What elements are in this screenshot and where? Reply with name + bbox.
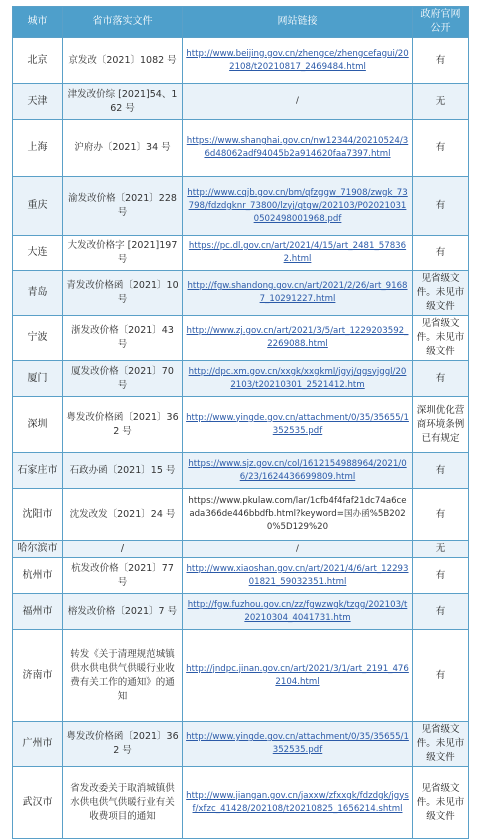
- city-cell: 福州市: [13, 594, 63, 630]
- city-cell: 杭州市: [13, 558, 63, 594]
- link-cell[interactable]: http://dpc.xm.gov.cn/xxgk/xxgkml/jgyj/qgsyjggl/202103/t20210301_2521412.htm: [183, 361, 413, 397]
- link-cell[interactable]: http://www.zj.gov.cn/art/2021/3/5/art_1229203592_2269088.html: [183, 316, 413, 361]
- document-cell: 省发改委关于取消城镇供水供电供气供暖行业有关收费项目的通知: [63, 767, 183, 839]
- city-cell: 上海: [13, 120, 63, 177]
- document-cell: 粤发改价格函〔2021〕362 号: [63, 722, 183, 767]
- policy-table: [12, 6, 469, 839]
- city-cell: 沈阳市: [13, 489, 63, 541]
- city-cell: 石家庄市: [13, 453, 63, 489]
- table-row: [13, 38, 469, 84]
- public-cell: 见省级文件。未见市级文件: [413, 316, 469, 361]
- city-cell: 武汉市: [13, 767, 63, 839]
- header-city: 城市: [13, 7, 63, 38]
- header-document: 省市落实文件: [63, 7, 183, 38]
- public-cell: 无: [413, 541, 469, 558]
- document-cell: 榕发改价格〔2021〕7 号: [63, 594, 183, 630]
- document-cell: 粤发改价格函〔2021〕362 号: [63, 397, 183, 453]
- table-row: [13, 397, 469, 453]
- public-cell: 见省级文件。未见市级文件: [413, 767, 469, 839]
- public-cell: 有: [413, 489, 469, 541]
- link-cell: /: [183, 84, 413, 120]
- table-row: [13, 316, 469, 361]
- document-cell: 石政办函〔2021〕15 号: [63, 453, 183, 489]
- document-cell: 渝发改价格〔2021〕228 号: [63, 177, 183, 236]
- table-row: [13, 541, 469, 558]
- table-row: [13, 558, 469, 594]
- table-row: [13, 271, 469, 316]
- city-cell: 济南市: [13, 630, 63, 722]
- city-cell: 宁波: [13, 316, 63, 361]
- document-cell: 沈发改发〔2021〕24 号: [63, 489, 183, 541]
- link-cell[interactable]: http://fgw.shandong.gov.cn/art/2021/2/26/art_91687_10291227.html: [183, 271, 413, 316]
- link-cell: /: [183, 541, 413, 558]
- city-cell: 天津: [13, 84, 63, 120]
- link-cell[interactable]: http://www.yingde.gov.cn/attachment/0/35/35655/1352535.pdf: [183, 722, 413, 767]
- document-cell: 浙发改价格〔2021〕43 号: [63, 316, 183, 361]
- link-cell[interactable]: https://pc.dl.gov.cn/art/2021/4/15/art_2481_578362.html: [183, 236, 413, 271]
- public-cell: 有: [413, 558, 469, 594]
- document-cell: 大发改价格字 [2021]197 号: [63, 236, 183, 271]
- public-cell: 有: [413, 177, 469, 236]
- public-cell: 见省级文件。未见市级文件: [413, 271, 469, 316]
- table-row: [13, 722, 469, 767]
- public-cell: 有: [413, 453, 469, 489]
- link-cell[interactable]: https://www.sjz.gov.cn/col/1612154988964/2021/06/23/1624436699809.html: [183, 453, 413, 489]
- link-cell[interactable]: https://www.pkulaw.com/lar/1cfb4f4faf21dc74a6ceada366de446bbdfb.html?keyword=国办函%5B2020%5D129%20: [183, 489, 413, 541]
- header-row: [13, 7, 469, 38]
- document-cell: 沪府办〔2021〕34 号: [63, 120, 183, 177]
- document-cell: 厦发改价格〔2021〕70 号: [63, 361, 183, 397]
- header-public: 政府官网公开: [413, 7, 469, 38]
- city-cell: 重庆: [13, 177, 63, 236]
- document-cell: 杭发改价格〔2021〕77 号: [63, 558, 183, 594]
- city-cell: 深圳: [13, 397, 63, 453]
- table-row: [13, 120, 469, 177]
- table-row: [13, 594, 469, 630]
- table-body: [13, 38, 469, 839]
- table-row: [13, 453, 469, 489]
- link-cell[interactable]: http://www.cqjb.gov.cn/bm/qfzggw_71908/zwgk_73798/fdzdgknr_73800/lzyj/qtgw/202103/P020210310502498001968.pdf: [183, 177, 413, 236]
- public-cell: 有: [413, 630, 469, 722]
- link-cell[interactable]: http://www.xiaoshan.gov.cn/art/2021/4/6/art_1229301821_59032351.html: [183, 558, 413, 594]
- public-cell: 有: [413, 361, 469, 397]
- city-cell: 厦门: [13, 361, 63, 397]
- link-cell[interactable]: https://www.shanghai.gov.cn/nw12344/20210524/36d48062adf94045b2a914620faa7397.html: [183, 120, 413, 177]
- table-row: [13, 177, 469, 236]
- city-cell: 大连: [13, 236, 63, 271]
- public-cell: 深圳优化营商环境条例已有规定: [413, 397, 469, 453]
- document-cell: 津发改价综 [2021]54、162 号: [63, 84, 183, 120]
- document-cell: 京发改〔2021〕1082 号: [63, 38, 183, 84]
- link-cell[interactable]: http://www.yingde.gov.cn/attachment/0/35/35655/1352535.pdf: [183, 397, 413, 453]
- table-row: [13, 84, 469, 120]
- document-cell: 转发《关于清理规范城镇供水供电供气供暖行业收费有关工作的通知》的通知: [63, 630, 183, 722]
- city-cell: 北京: [13, 38, 63, 84]
- table-row: [13, 236, 469, 271]
- link-cell[interactable]: http://www.jiangan.gov.cn/jaxxw/zfxxgk/fdzdgk/jgysf/xfzc_41428/202108/t20210825_1656214.shtml: [183, 767, 413, 839]
- link-cell[interactable]: http://www.beijing.gov.cn/zhengce/zhengcefagui/202108/t20210817_2469484.html: [183, 38, 413, 84]
- city-cell: 青岛: [13, 271, 63, 316]
- table-row: [13, 361, 469, 397]
- document-cell: /: [63, 541, 183, 558]
- document-cell: 青发改价格函〔2021〕10 号: [63, 271, 183, 316]
- table-row: [13, 767, 469, 839]
- city-cell: 广州市: [13, 722, 63, 767]
- link-cell[interactable]: http://fgw.fuzhou.gov.cn/zz/fgwzwgk/tzgg/202103/t20210304_4041731.htm: [183, 594, 413, 630]
- table-row: [13, 489, 469, 541]
- public-cell: 有: [413, 120, 469, 177]
- public-cell: 见省级文件。未见市级文件: [413, 722, 469, 767]
- public-cell: 有: [413, 236, 469, 271]
- public-cell: 有: [413, 594, 469, 630]
- public-cell: 无: [413, 84, 469, 120]
- header-link: 网站链接: [183, 7, 413, 38]
- link-cell[interactable]: http://jndpc.jinan.gov.cn/art/2021/3/1/art_2191_4762104.html: [183, 630, 413, 722]
- table-row: [13, 630, 469, 722]
- city-cell: 哈尔滨市: [13, 541, 63, 558]
- public-cell: 有: [413, 38, 469, 84]
